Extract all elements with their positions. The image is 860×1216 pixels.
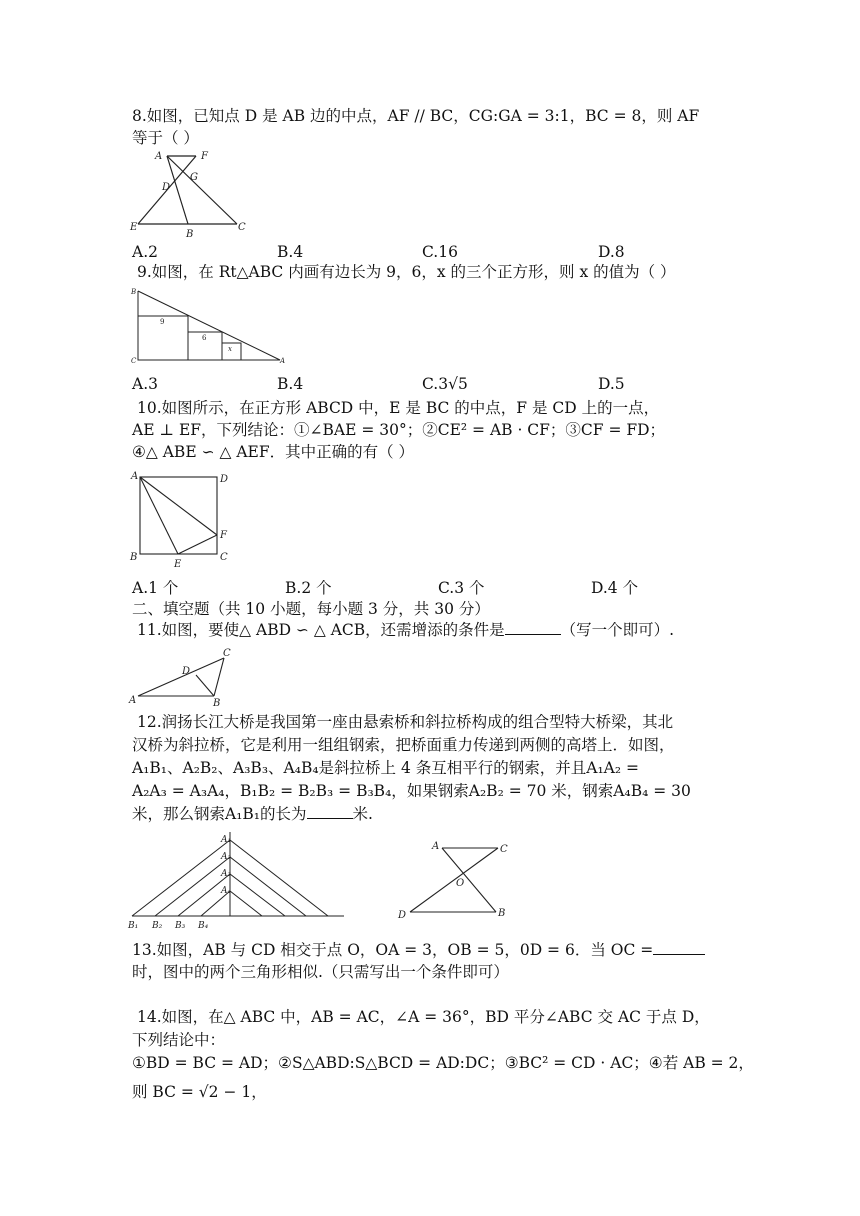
q9-option-a: A.3 — [132, 375, 158, 393]
q8-label-A: A — [155, 151, 163, 162]
q13-label-A: A — [432, 841, 440, 852]
q14-text-line3: ①BD = BC = AD；②S△ABD:S△BCD = AD:DC；③BC² = CD · AC；④若 AB = 2， — [132, 1054, 754, 1072]
q12-label-B3: B₃ — [175, 921, 186, 931]
q8-label-C: C — [238, 222, 246, 233]
q12-text-a: 米，那么钢索A₁B₁的长为 — [132, 805, 307, 823]
q12-label-A3: A₃ — [221, 869, 232, 879]
q9-label-x: x — [228, 345, 232, 353]
q10-label-F: F — [220, 530, 227, 541]
q12-label-A2: A₂ — [221, 852, 232, 862]
q13-text-a: 13.如图，AB 与 CD 相交于点 O，OA = 3，OB = 5，0D = 6．当 OC = — [132, 941, 654, 959]
q14-text-line2: 下列结论中： — [132, 1031, 226, 1049]
q9-label-6: 6 — [202, 334, 207, 342]
q10-text-line3: ④△ ABE ∽ △ AEF．其中正确的有（ ） — [132, 443, 415, 461]
q11-label-D: D — [182, 666, 191, 677]
q12-label-A4: A₄ — [221, 886, 232, 896]
q8-label-D: D — [162, 182, 171, 193]
q13-text-line2: 时，图中的两个三角形相似.（只需写出一个条件即可） — [132, 963, 509, 981]
q11-text-a: 11.如图，要使△ ABD ∽ △ ACB，还需增添的条件是 — [137, 621, 505, 639]
q8-figure — [130, 148, 250, 238]
q10-label-E: E — [174, 559, 182, 570]
q13-answer-blank[interactable] — [653, 940, 705, 955]
q12-figure — [128, 828, 348, 934]
q9-option-d: D.5 — [598, 375, 625, 393]
q10-label-A: A — [131, 471, 139, 482]
section2-heading: 二、填空题（共 10 小题，每小题 3 分，共 30 分） — [132, 600, 490, 618]
q13-figure — [394, 836, 524, 924]
q12-text-line5 — [132, 804, 373, 824]
q12-text-line1: 12.润扬长江大桥是我国第一座由悬索桥和斜拉桥构成的组合型特大桥梁，其北 — [137, 713, 674, 731]
q8-text-line2: 等于（ ） — [132, 129, 199, 147]
q11-text-line1 — [137, 620, 674, 640]
q8-text-line1: 8.如图，已知点 D 是 AB 边的中点，AF // BC，CG:GA = 3:1，BC = 8，则 AF — [132, 107, 700, 125]
q11-answer-blank[interactable] — [505, 620, 561, 635]
q11-figure — [126, 645, 236, 709]
q8-option-c: C.16 — [422, 243, 458, 261]
q12-label-B4: B₄ — [198, 921, 209, 931]
q12-text-line2: 汉桥为斜拉桥，它是利用一组组钢索，把桥面重力传递到两侧的高塔上．如图， — [132, 736, 675, 754]
q12-label-B1: B₁ — [128, 921, 139, 931]
q9-label-A: A — [280, 357, 286, 365]
q10-label-C: C — [220, 552, 228, 563]
q10-option-c: C.3 个 — [438, 579, 485, 597]
q11-text-b: （写一个即可）. — [560, 621, 675, 639]
q11-label-A: A — [129, 695, 137, 706]
q8-option-b: B.4 — [277, 243, 304, 261]
q8-option-a: A.2 — [132, 243, 158, 261]
q8-option-d: D.8 — [598, 243, 625, 261]
q9-option-b: B.4 — [277, 375, 304, 393]
q8-label-F: F — [201, 151, 208, 162]
q12-text-b: 米. — [352, 805, 373, 823]
q13-label-O: O — [456, 878, 465, 889]
q10-text-line1: 10.如图所示，在正方形 ABCD 中，E 是 BC 的中点，F 是 CD 上的一点， — [137, 399, 660, 417]
q9-label-C: C — [131, 357, 137, 365]
q9-label-B: B — [131, 288, 137, 296]
q10-option-a: A.1 个 — [132, 579, 179, 597]
q9-text-line1: 9.如图，在 Rt△ABC 内画有边长为 9，6，x 的三个正方形，则 x 的值为（ ） — [137, 263, 676, 281]
q11-label-B: B — [213, 698, 221, 709]
q10-option-d: D.4 个 — [591, 579, 639, 597]
q12-answer-blank[interactable] — [307, 804, 353, 819]
q12-text-line4: A₂A₃ = A₃A₄，B₁B₂ = B₂B₃ = B₃B₄，如果钢索A₂B₂ = 70 米，钢索A₄B₄ = 30 — [132, 782, 691, 800]
q8-label-E: E — [130, 222, 138, 233]
q13-label-D: D — [398, 910, 407, 921]
q11-label-C: C — [223, 648, 231, 659]
q9-option-c: C.3√5 — [422, 375, 468, 393]
q12-label-B2: B₂ — [152, 921, 163, 931]
q8-label-B: B — [186, 229, 194, 240]
q10-label-D: D — [220, 474, 229, 485]
q10-figure — [128, 468, 238, 572]
q14-text-line1: 14.如图，在△ ABC 中，AB = AC，∠A = 36°，BD 平分∠ABC 交 AC 于点 D， — [137, 1008, 710, 1026]
q12-label-A1: A₁ — [221, 835, 232, 845]
q13-label-C: C — [500, 844, 508, 855]
q13-label-B: B — [498, 908, 506, 919]
q10-text-line2: AE ⊥ EF，下列结论：①∠BAE = 30°；②CE² = AB · CF；③CF = FD； — [132, 421, 666, 439]
q14-text-line4: 则 BC = √2 − 1， — [132, 1083, 267, 1101]
q13-text-line1 — [132, 940, 705, 960]
q10-option-b: B.2 个 — [285, 579, 332, 597]
q12-text-line3: A₁B₁、A₂B₂、A₃B₃、A₄B₄是斜拉桥上 4 条互相平行的钢索，并且A₁A₂ = — [132, 759, 639, 777]
q9-label-9: 9 — [160, 318, 165, 326]
q8-label-G: G — [190, 172, 198, 183]
q10-label-B: B — [130, 552, 138, 563]
q9-figure — [130, 286, 290, 366]
